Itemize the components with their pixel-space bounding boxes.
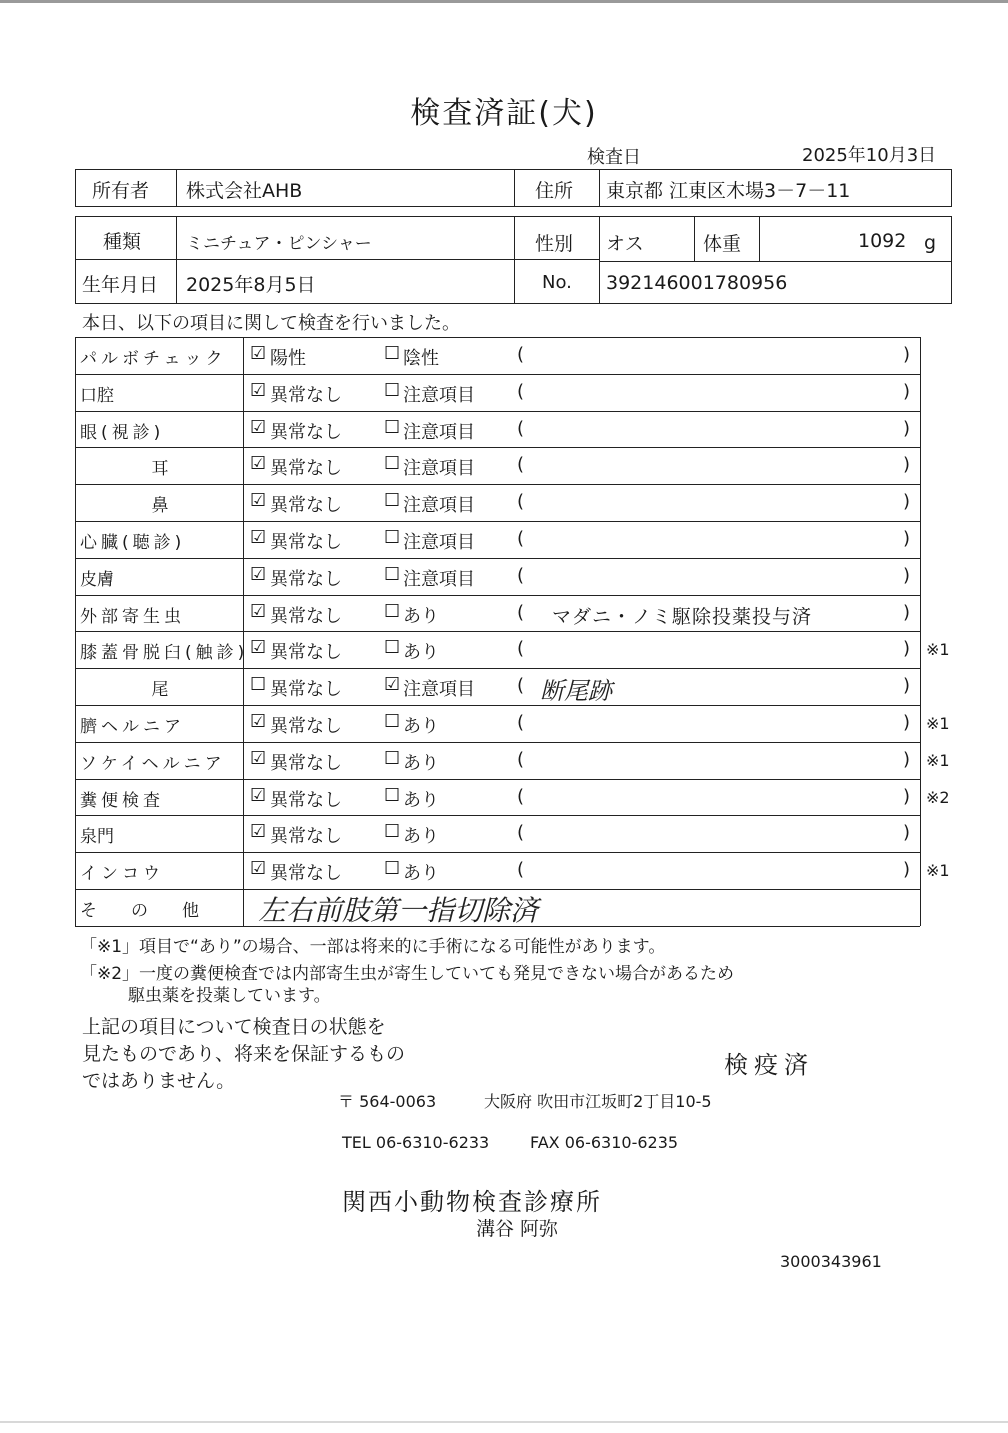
option-1-label: 異常なし <box>270 679 342 701</box>
option-2-label: あり <box>403 642 439 664</box>
note-close-paren: ) <box>903 454 911 476</box>
option-2-label: 注意項目 <box>403 384 475 406</box>
address-value: 東京都 江東区木場3－7－11 <box>606 180 851 202</box>
footnote-mark: ※1 <box>926 640 950 660</box>
note-open-paren: ( <box>517 859 525 881</box>
checkbox-opt1[interactable]: ☑ <box>250 343 267 364</box>
note-close-paren: ) <box>903 528 911 549</box>
checkbox-opt1[interactable]: ☑ <box>250 858 267 880</box>
footnote-1: 「※1」項目で“あり”の場合、一部は将来的に手術になる可能性があります。 <box>80 937 666 957</box>
checkbox-opt1[interactable]: ☑ <box>250 563 267 585</box>
checkbox-opt2[interactable]: ☐ <box>384 821 401 843</box>
checkbox-opt1[interactable]: ☑ <box>250 490 267 512</box>
footnote-mark: ※1 <box>926 714 950 733</box>
checkbox-opt1[interactable]: ☑ <box>250 453 267 475</box>
sex-label: 性別 <box>535 233 574 255</box>
option-1-label: 異常なし <box>270 458 342 480</box>
checkbox-opt2[interactable]: ☐ <box>384 637 401 659</box>
option-1-label: 異常なし <box>270 752 342 774</box>
note-open-paren: ( <box>517 380 525 402</box>
row-label: 糞便検査 <box>80 790 164 811</box>
note-text: マダニ・ノミ駆除投薬投与済 <box>552 605 813 628</box>
note-open-paren: ( <box>517 601 525 623</box>
checkbox-opt2[interactable]: ☐ <box>384 858 401 880</box>
checkbox-opt2[interactable]: ☐ <box>384 379 401 401</box>
weight-unit: g <box>924 232 937 254</box>
note-open-paren: ( <box>517 748 525 770</box>
option-1-label: 異常なし <box>270 532 342 553</box>
option-1-label: 陽性 <box>270 348 306 369</box>
option-1-label: 異常なし <box>270 384 342 406</box>
note-close-paren: ) <box>903 675 911 697</box>
sex-value: オス <box>606 233 644 255</box>
option-2-label: あり <box>403 863 439 885</box>
option-2-label: 注意項目 <box>403 679 475 701</box>
disclaimer-line-1: 上記の項目について検査日の状態を <box>82 1016 386 1038</box>
note-close-paren: ) <box>903 638 911 660</box>
address-label: 住所 <box>535 180 574 202</box>
option-1-label: 異常なし <box>270 421 342 443</box>
option-1-label: 異常なし <box>270 826 342 848</box>
row-label: 鼻 <box>151 496 169 517</box>
breed-value: ミニチュア・ピンシャー <box>186 234 372 254</box>
option-2-label: 注意項目 <box>403 458 475 480</box>
note-close-paren: ) <box>903 712 911 733</box>
note-open-paren: ( <box>517 785 525 807</box>
note-open-paren: ( <box>517 528 525 549</box>
checkbox-opt2[interactable]: ☑ <box>384 674 401 696</box>
note-open-paren: ( <box>517 454 525 476</box>
note-open-paren: ( <box>517 344 525 365</box>
option-2-label: あり <box>403 826 439 848</box>
intro-text: 本日、以下の項目に関して検査を行いました。 <box>82 313 460 334</box>
row-label: 皮膚 <box>80 569 114 590</box>
option-1-label: 異常なし <box>270 642 342 664</box>
checkbox-opt2[interactable]: ☐ <box>384 416 401 438</box>
note-open-paren: ( <box>517 712 525 733</box>
clinic-fax: FAX 06-6310-6235 <box>530 1133 679 1152</box>
option-1-label: 異常なし <box>270 716 342 737</box>
note-close-paren: ) <box>903 344 911 365</box>
option-1-label: 異常なし <box>270 789 342 811</box>
option-2-label: 注意項目 <box>403 421 475 443</box>
checkbox-opt2[interactable]: ☐ <box>384 490 401 512</box>
checkbox-opt1[interactable]: ☑ <box>250 784 267 806</box>
checkbox-opt2[interactable]: ☐ <box>384 747 401 769</box>
serial-number: 3000343961 <box>780 1252 882 1271</box>
clinic-postal-code: 〒 564-0063 <box>338 1092 437 1111</box>
row-label: 口腔 <box>80 385 114 406</box>
checkbox-opt1[interactable]: ☑ <box>250 416 267 438</box>
checkbox-opt2[interactable]: ☐ <box>384 563 401 585</box>
exam-date: 2025年10月3日 <box>802 145 937 166</box>
note-close-paren: ) <box>903 417 911 439</box>
option-1-label: 異常なし <box>270 605 342 627</box>
other-label: その他 <box>80 901 233 921</box>
note-close-paren: ) <box>903 748 911 770</box>
note-close-paren: ) <box>903 380 911 402</box>
note-open-paren: ( <box>517 417 525 439</box>
clinic-name: 関西小動物検査診療所 <box>342 1188 602 1216</box>
weight-label: 体重 <box>703 233 742 255</box>
other-value: 左右前肢第一指切除済 <box>258 894 539 927</box>
checkbox-opt2[interactable]: ☐ <box>384 711 401 732</box>
note-close-paren: ) <box>903 822 911 844</box>
option-2-label: 注意項目 <box>403 568 475 590</box>
checkbox-opt2[interactable]: ☐ <box>384 527 401 548</box>
note-open-paren: ( <box>517 675 525 697</box>
note-close-paren: ) <box>903 785 911 807</box>
checkbox-opt1[interactable]: ☑ <box>250 821 267 843</box>
note-open-paren: ( <box>517 638 525 660</box>
checkbox-opt2[interactable]: ☐ <box>384 453 401 475</box>
owner-label: 所有者 <box>92 180 150 202</box>
note-close-paren: ) <box>903 601 911 623</box>
checkbox-opt1[interactable]: ☑ <box>250 379 267 401</box>
row-label: 泉門 <box>80 827 114 848</box>
option-2-label: 注意項目 <box>403 532 475 553</box>
checkbox-opt2[interactable]: ☐ <box>384 784 401 806</box>
bottom-edge <box>0 1421 1008 1423</box>
birth-value: 2025年8月5日 <box>186 274 316 296</box>
row-label: 尾 <box>151 680 169 701</box>
row-label: 膝蓋骨脱臼(触診) <box>80 643 249 664</box>
option-1-label: 異常なし <box>270 568 342 590</box>
option-2-label: あり <box>403 716 439 737</box>
breed-label: 種類 <box>103 231 142 253</box>
disclaimer-line-3: ではありません。 <box>82 1070 236 1092</box>
checkbox-opt1[interactable]: ☑ <box>250 747 267 769</box>
note-close-paren: ) <box>903 491 911 513</box>
footnote-mark: ※1 <box>926 861 950 881</box>
disclaimer-line-2: 見たものであり、将来を保証するもの <box>82 1043 406 1065</box>
row-label: ソケイヘルニア <box>80 753 226 774</box>
note-close-paren: ) <box>903 859 911 881</box>
option-1-label: 異常なし <box>270 495 342 517</box>
checkbox-opt1[interactable]: ☑ <box>250 637 267 659</box>
checkbox-opt2[interactable]: ☐ <box>384 600 401 622</box>
row-label: 臍ヘルニア <box>80 717 185 737</box>
weight-value: 1092 <box>858 230 907 252</box>
birth-label: 生年月日 <box>82 274 159 296</box>
row-label: 外部寄生虫 <box>80 606 185 627</box>
note-open-paren: ( <box>517 491 525 513</box>
row-label: 心臓(聴診) <box>80 533 186 553</box>
inspection-stamp: 検疫済 <box>724 1051 814 1079</box>
option-2-label: 陰性 <box>403 348 439 369</box>
note-open-paren: ( <box>517 564 525 586</box>
checkbox-opt1[interactable]: ☐ <box>250 674 267 696</box>
footnote-mark: ※1 <box>926 750 950 770</box>
number-label: No. <box>542 272 572 293</box>
checkbox-opt1[interactable]: ☑ <box>250 527 267 548</box>
top-edge <box>0 0 1008 3</box>
row-label: インコウ <box>80 864 164 885</box>
owner-value: 株式会社AHB <box>186 180 303 202</box>
checkbox-opt2[interactable]: ☐ <box>384 343 401 364</box>
option-2-label: あり <box>403 752 439 774</box>
row-label: パルボチェック <box>80 349 227 369</box>
option-2-label: あり <box>403 605 439 627</box>
footnote-2-cont: 駆虫薬を投薬しています。 <box>128 986 331 1006</box>
clinic-tel: TEL 06-6310-6233 <box>342 1133 490 1152</box>
footnote-2: 「※2」一度の糞便検査では内部寄生虫が寄生していても発見できない場合があるため <box>80 964 735 984</box>
exam-date-label: 検査日 <box>587 147 641 168</box>
row-label: 耳 <box>151 459 169 480</box>
row-label: 眼(視診) <box>80 422 165 443</box>
option-2-label: 注意項目 <box>403 495 475 517</box>
footnote-mark: ※2 <box>926 787 950 807</box>
doctor-name: 溝谷 阿弥 <box>476 1218 559 1240</box>
option-2-label: あり <box>403 789 439 811</box>
clinic-address: 大阪府 吹田市江坂町2丁目10-5 <box>484 1092 712 1111</box>
page-title: 検査済証(犬) <box>410 96 598 131</box>
note-close-paren: ) <box>903 564 911 586</box>
note-text: 断尾跡 <box>540 677 612 706</box>
option-1-label: 異常なし <box>270 863 342 885</box>
checkbox-opt1[interactable]: ☑ <box>250 600 267 622</box>
number-value: 392146001780956 <box>606 272 788 294</box>
note-open-paren: ( <box>517 822 525 844</box>
checkbox-opt1[interactable]: ☑ <box>250 711 267 732</box>
